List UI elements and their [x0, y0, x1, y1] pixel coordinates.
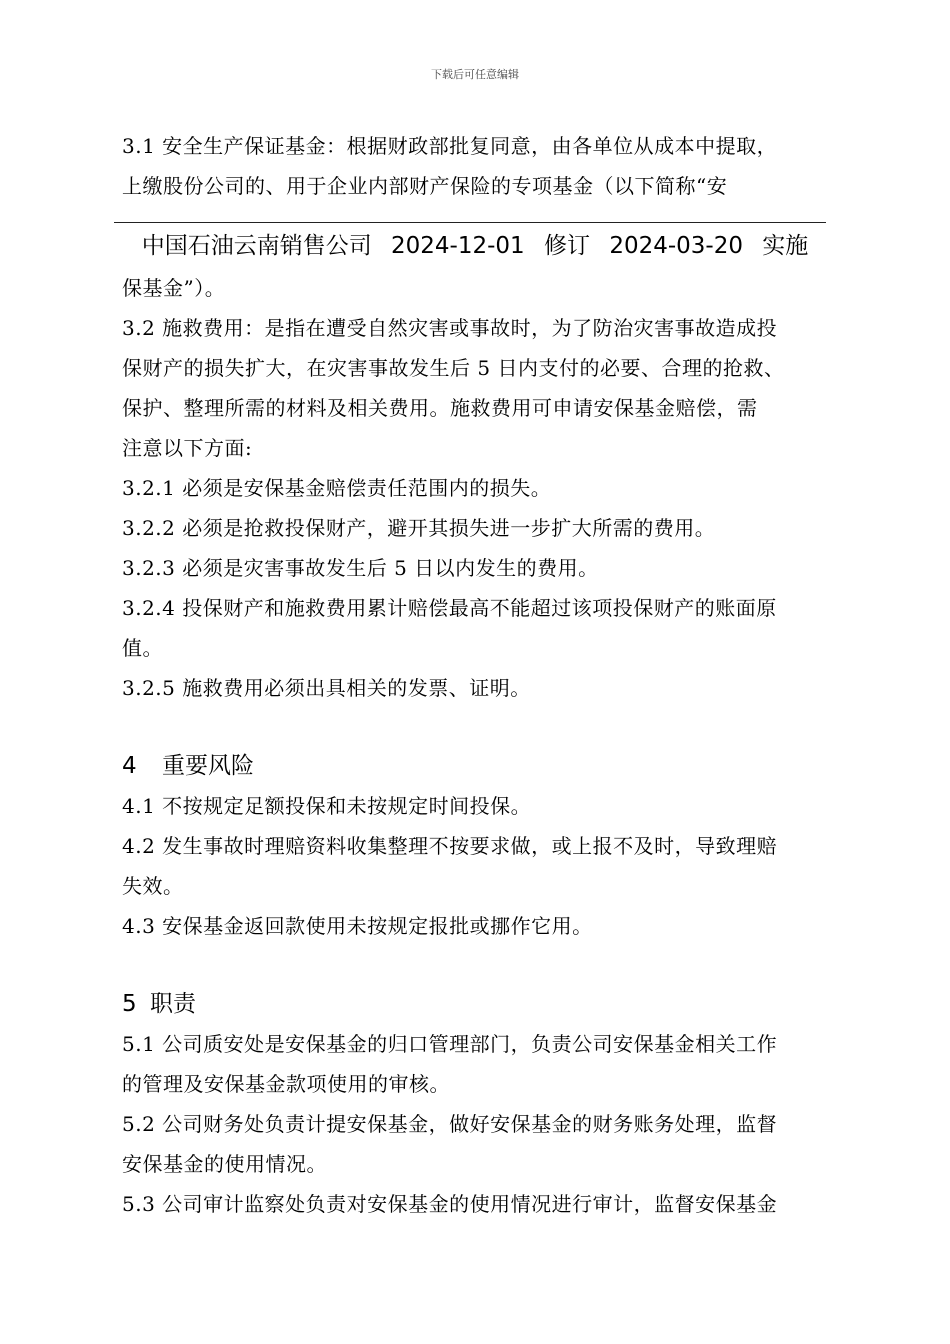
text-line: 3.2 施救费用：是指在遭受自然灾害或事故时，为了防治灾害事故造成投 [122, 316, 778, 340]
text-line: 保基金”）。 [122, 276, 226, 300]
text-line: 保护、整理所需的材料及相关费用。施救费用可申请安保基金赔偿，需 [122, 396, 758, 420]
revised-date: 2024-12-01 [391, 233, 525, 259]
revised-label: 修订 [544, 233, 590, 259]
text-line: 失效。 [122, 874, 184, 898]
text-line: 3.2.5 施救费用必须出具相关的发票、证明。 [122, 676, 531, 700]
section-number: 5 [122, 991, 137, 1017]
text-line: 4.2 发生事故时理赔资料收集整理不按要求做，或上报不及时，导致理赔 [122, 834, 778, 858]
section-title: 重要风险 [162, 753, 254, 779]
text-line: 5.1 公司质安处是安保基金的归口管理部门，负责公司安保基金相关工作 [122, 1032, 778, 1056]
company-name: 中国石油云南销售公司 [141, 233, 372, 259]
text-block-2 [122, 268, 834, 708]
text-line: 4.3 安保基金返回款使用未按规定报批或挪作它用。 [122, 914, 593, 938]
effective-date: 2024-03-20 [609, 233, 743, 259]
section-heading [122, 984, 834, 1024]
text-line: 5.2 公司财务处负责计提安保基金，做好安保基金的财务账务处理，监督 [122, 1112, 778, 1136]
text-line: 注意以下方面: [122, 436, 253, 460]
text-line: 3.1 安全生产保证基金：根据财政部批复同意，由各单位从成本中提取， [122, 134, 778, 158]
section-4 [122, 746, 834, 946]
text-line: 的管理及安保基金款项使用的审核。 [122, 1072, 450, 1096]
text-line: 安保基金的使用情况。 [122, 1152, 327, 1176]
text-line: 上缴股份公司的、用于企业内部财产保险的专项基金（以下简称“安 [122, 174, 728, 198]
page-footer [0, 228, 950, 264]
text-line: 值。 [122, 636, 163, 660]
text-block-1 [122, 126, 834, 206]
text-line: 3.2.1 必须是安保基金赔偿责任范围内的损失。 [122, 476, 552, 500]
text-line: 3.2.3 必须是灾害事故发生后 5 日以内发生的费用。 [122, 556, 599, 580]
text-line: 3.2.2 必须是抢救投保财产，避开其损失进一步扩大所需的费用。 [122, 516, 716, 540]
text-line: 5.3 公司审计监察处负责对安保基金的使用情况进行审计，监督安保基金 [122, 1192, 778, 1216]
text-line: 4.1 不按规定足额投保和未按规定时间投保。 [122, 794, 532, 818]
page-header-note: 下载后可任意编辑 [431, 68, 519, 81]
section-5 [122, 984, 834, 1224]
section-number: 4 [122, 753, 137, 779]
section-title: 职责 [150, 991, 196, 1017]
text-line: 3.2.4 投保财产和施救费用累计赔偿最高不能超过该项投保财产的账面原 [122, 596, 777, 620]
effective-label: 实施 [762, 233, 809, 259]
text-line: 保财产的损失扩大，在灾害事故发生后 5 日内支付的必要、合理的抢救、 [122, 356, 785, 380]
section-heading [122, 746, 834, 786]
footer-divider [114, 222, 826, 223]
